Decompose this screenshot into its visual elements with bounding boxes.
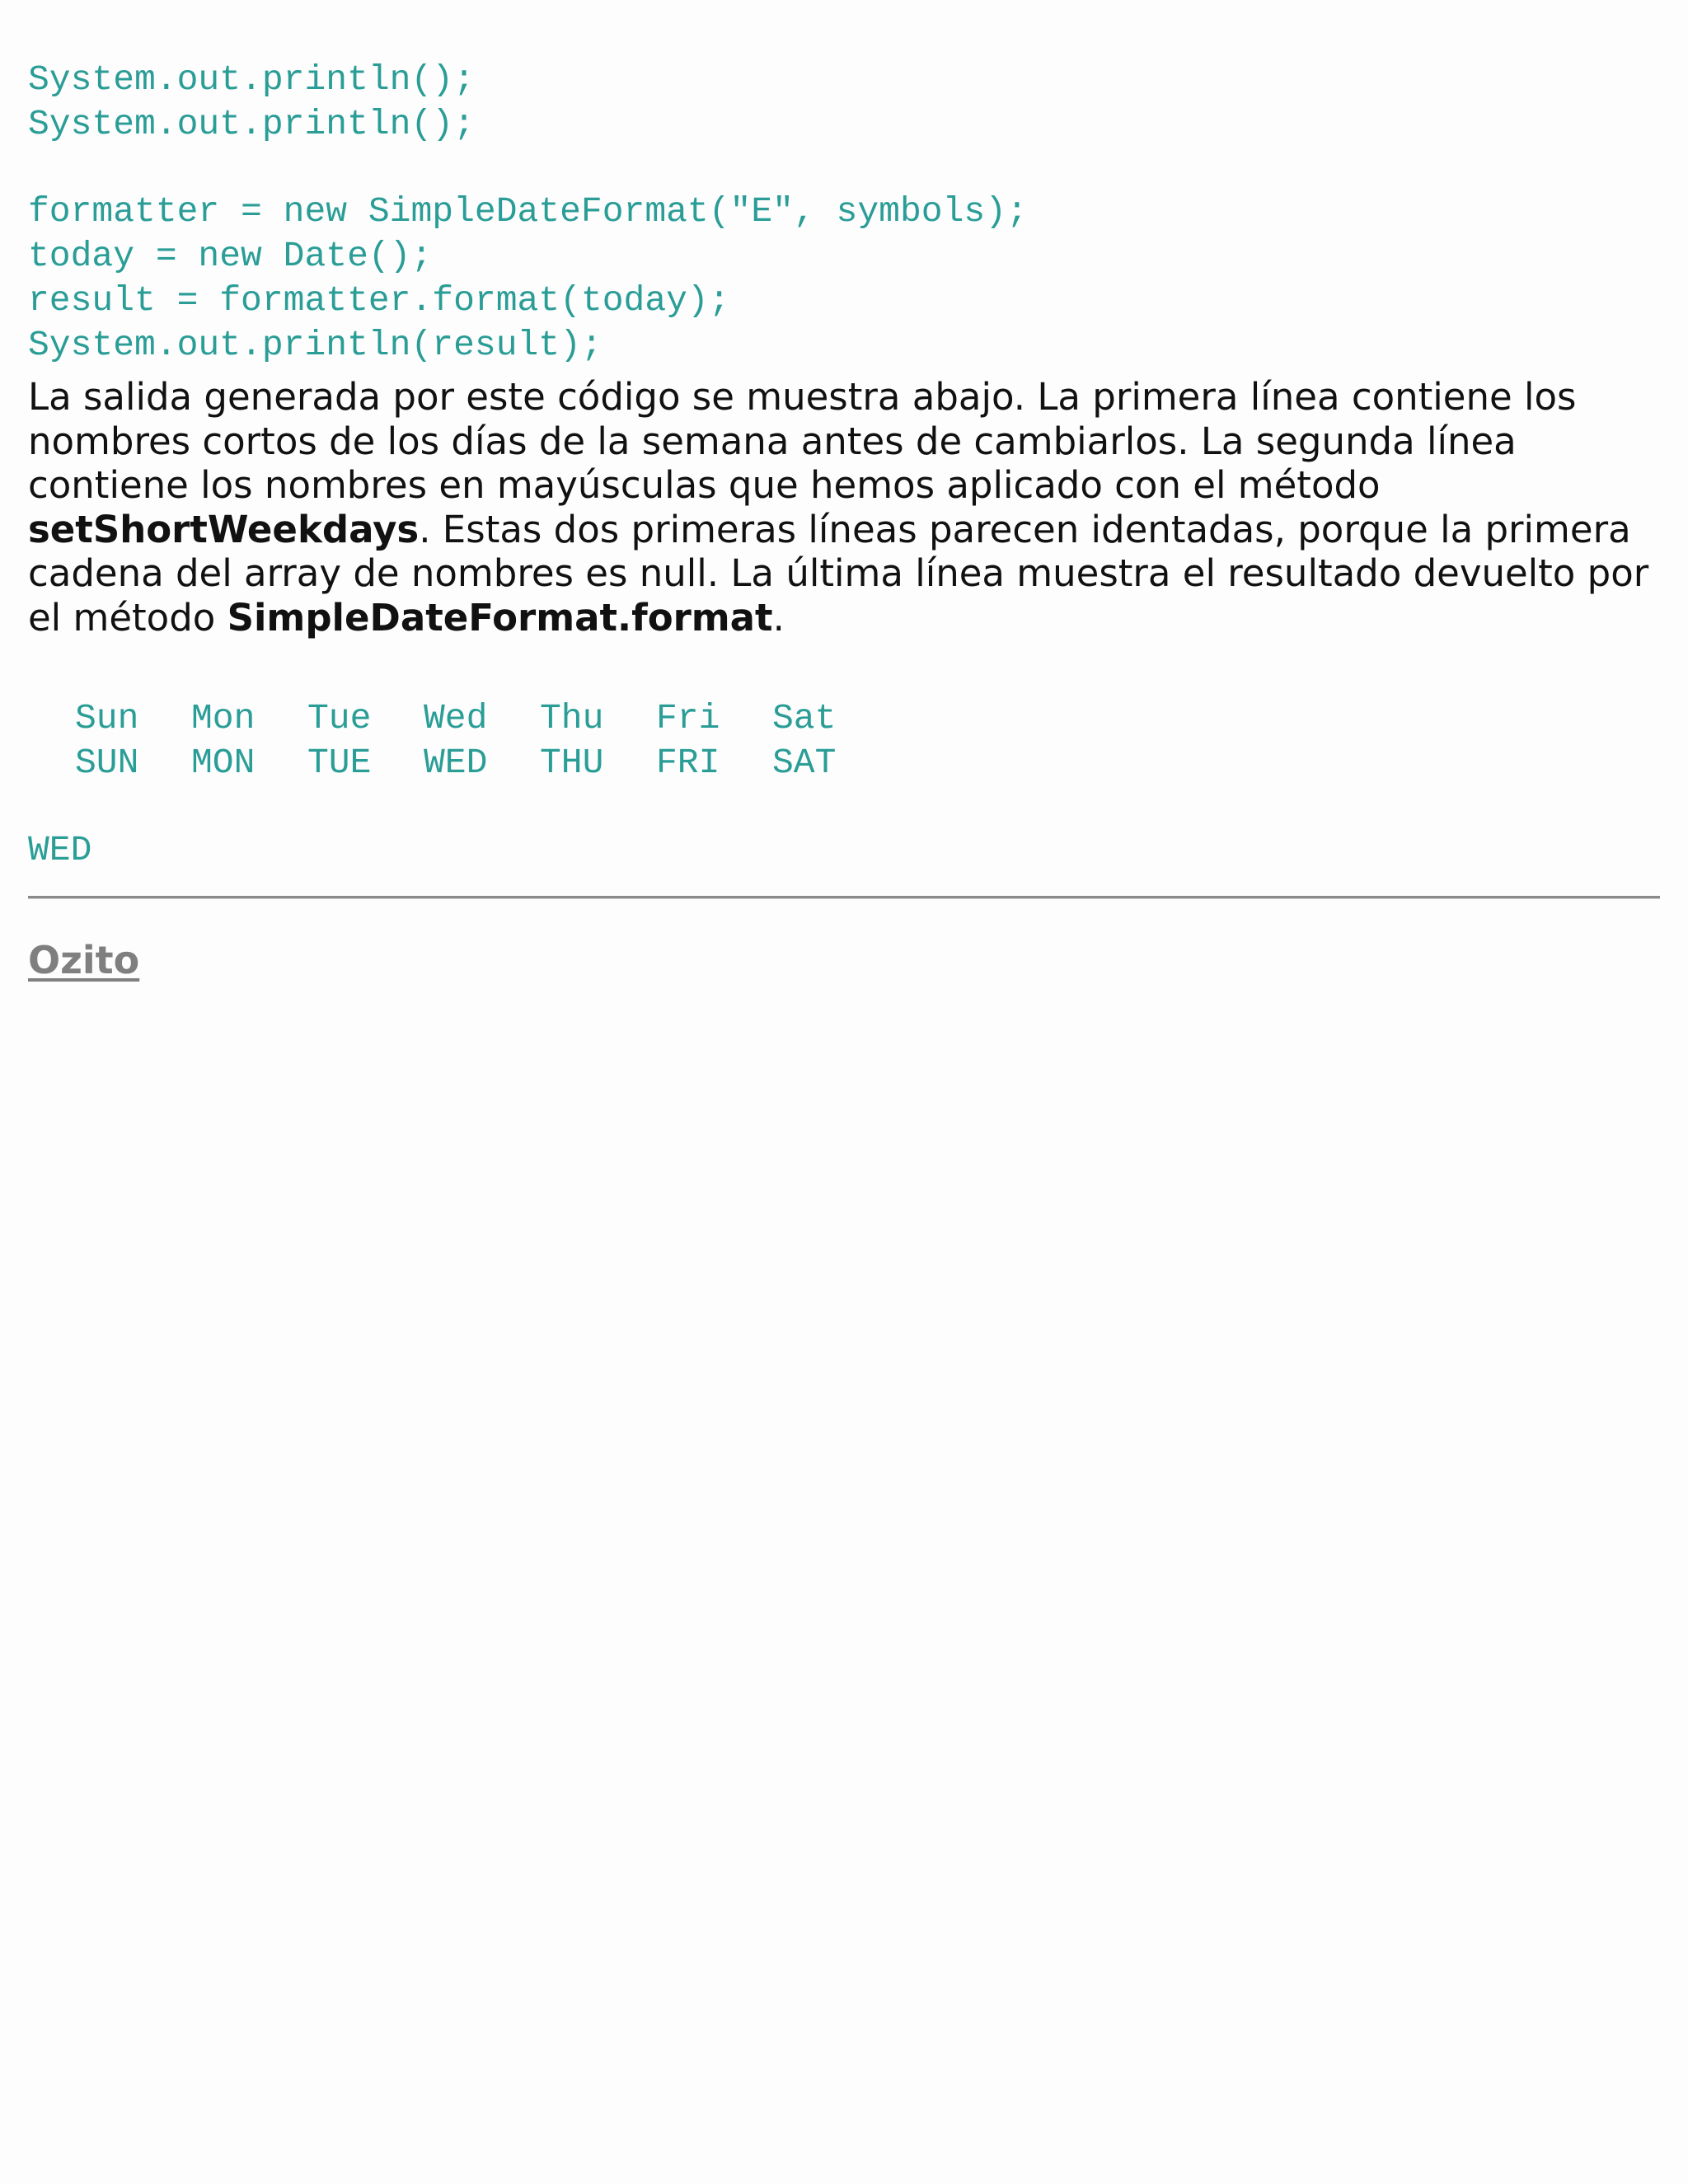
weekday-cell: Sat — [772, 698, 837, 738]
weekday-cell: Sun — [75, 698, 139, 738]
weekday-cell: Thu — [540, 698, 604, 738]
code-block-formatter — [28, 190, 1028, 368]
code-line: System.out.println(); — [28, 104, 475, 144]
program-output — [28, 696, 889, 785]
weekday-cell: WED — [424, 743, 488, 783]
paragraph-text: . — [772, 595, 785, 640]
weekday-cell: Mon — [191, 698, 256, 738]
code-block-println — [28, 58, 475, 147]
horizontal-divider — [28, 896, 1660, 899]
method-name-simpledateformat-format: SimpleDateFormat.format — [227, 595, 773, 640]
output-result-line: WED — [28, 830, 92, 870]
weekday-cell: Fri — [656, 698, 720, 738]
ozito-link[interactable]: Ozito — [28, 938, 140, 982]
paragraph-text: La salida generada por este código se muestra abajo. La primera línea contiene los nombres cortos de los días de la semana antes de cambiarlos. La segunda línea contiene los nombres en mayúsculas que hemos aplicado con el método — [28, 375, 1577, 507]
code-line: System.out.println(); — [28, 59, 475, 100]
method-name-setshortweekdays: setShortWeekdays — [28, 507, 420, 551]
output-row-uppercase-names — [28, 741, 889, 785]
paragraph-text: . Estas dos primeras líneas parecen identadas, porque la primera cadena del array de nombres es null. La última línea muestra el resultado devuelto por el método — [28, 507, 1649, 640]
explanation-paragraph — [28, 375, 1668, 640]
code-line: formatter = new SimpleDateFormat("E", symbols); — [28, 191, 1028, 232]
weekday-cell: SUN — [75, 743, 139, 783]
code-line: today = new Date(); — [28, 236, 433, 276]
weekday-cell: MON — [191, 743, 256, 783]
weekday-cell: TUE — [307, 743, 372, 783]
weekday-cell: THU — [540, 743, 604, 783]
weekday-cell: Tue — [307, 698, 372, 738]
weekday-cell: Wed — [424, 698, 488, 738]
code-line: System.out.println(result); — [28, 325, 603, 365]
weekday-cell: FRI — [656, 743, 720, 783]
code-line: result = formatter.format(today); — [28, 280, 730, 321]
output-row-original-names — [28, 696, 889, 741]
weekday-cell: SAT — [772, 743, 837, 783]
